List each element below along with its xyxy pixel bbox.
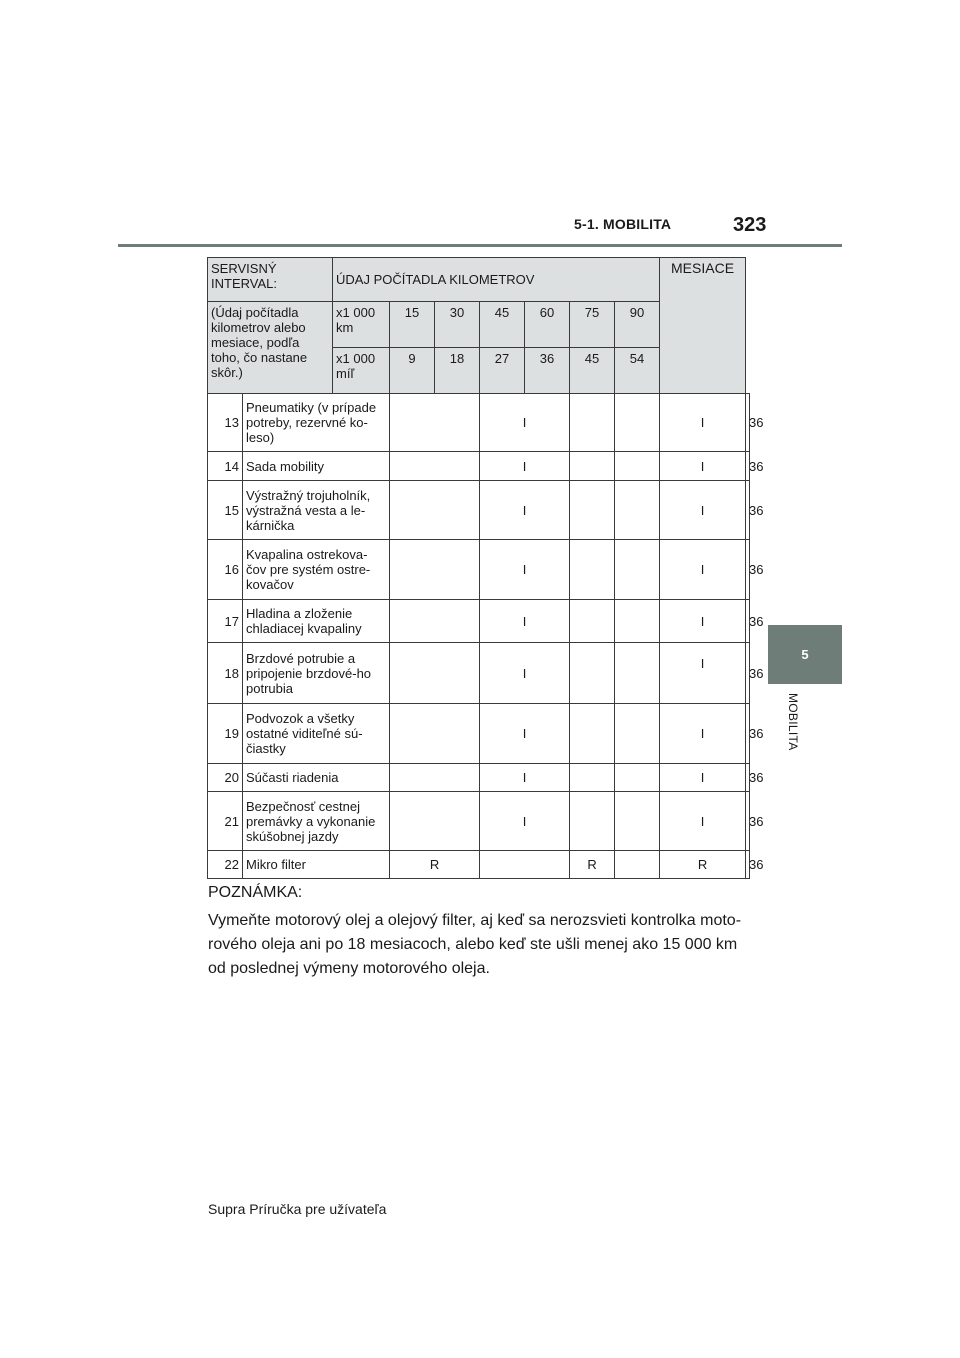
row-number: 20 <box>208 764 243 792</box>
interval-mark <box>570 600 615 643</box>
interval-mark <box>390 704 480 764</box>
interval-mark <box>615 481 660 540</box>
table-row <box>208 643 750 704</box>
interval-mark <box>615 540 660 600</box>
service-interval-header: SERVISNÝ INTERVAL: <box>208 258 333 302</box>
table-row <box>208 481 750 540</box>
page-number: 323 <box>733 214 767 236</box>
footer-manual-title: Supra Príručka pre užívateľa <box>208 1201 387 1217</box>
mi-unit-header: x1 000 míľ <box>333 348 390 394</box>
mi-value: 36 <box>525 348 570 394</box>
row-months: 36 <box>746 764 750 792</box>
table-row <box>208 394 750 452</box>
row-months: 36 <box>746 851 750 879</box>
row-item: Výstražný trojuholník, výstražná vesta a le-kárnička <box>243 481 390 540</box>
interval-mark: R <box>570 851 615 879</box>
interval-mark: I <box>480 540 570 600</box>
interval-mark: I <box>480 452 570 481</box>
row-item: Bezpečnosť cestnej premávky a vykonanie skúšobnej jazdy <box>243 792 390 851</box>
interval-mark <box>390 600 480 643</box>
interval-mark <box>390 481 480 540</box>
interval-mark: I <box>660 452 746 481</box>
row-number: 17 <box>208 600 243 643</box>
note-title: POZNÁMKA: <box>208 884 303 901</box>
row-item: Sada mobility <box>243 452 390 481</box>
interval-mark <box>570 452 615 481</box>
interval-mark: I <box>480 792 570 851</box>
odometer-header: ÚDAJ POČÍTADLA KILOMETROV <box>333 258 660 302</box>
row-months: 36 <box>746 792 750 851</box>
row-item: Súčasti riadenia <box>243 764 390 792</box>
interval-mark <box>390 452 480 481</box>
row-item: Brzdové potrubie a pripojenie brzdové-ho potrubia <box>243 643 390 704</box>
interval-mark <box>570 394 615 452</box>
interval-mark <box>615 792 660 851</box>
interval-mark: I <box>480 600 570 643</box>
row-months: 36 <box>746 600 750 643</box>
km-value: 60 <box>525 302 570 348</box>
interval-mark: I <box>480 704 570 764</box>
interval-mark: R <box>660 851 746 879</box>
interval-mark: I <box>480 643 570 704</box>
row-months: 36 <box>746 704 750 764</box>
interval-mark <box>615 704 660 764</box>
mi-value: 9 <box>390 348 435 394</box>
interval-mark <box>615 452 660 481</box>
interval-mark <box>570 704 615 764</box>
interval-note-header: (Údaj počítadla kilometrov alebo mesiace, podľa toho, čo nastane skôr.) <box>208 302 333 394</box>
row-number: 15 <box>208 481 243 540</box>
interval-mark: I <box>480 481 570 540</box>
km-value: 75 <box>570 302 615 348</box>
row-number: 13 <box>208 394 243 452</box>
interval-mark <box>390 792 480 851</box>
km-unit-header: x1 000 km <box>333 302 390 348</box>
interval-mark: I <box>660 600 746 643</box>
row-item: Kvapalina ostrekova-čov pre systém ostre-kovačov <box>243 540 390 600</box>
maintenance-table <box>207 257 764 879</box>
km-value: 15 <box>390 302 435 348</box>
row-months: 36 <box>746 452 750 481</box>
interval-mark <box>570 643 615 704</box>
interval-mark: I <box>480 764 570 792</box>
interval-mark <box>570 481 615 540</box>
row-months: 36 <box>746 394 750 452</box>
row-months: 36 <box>746 643 750 704</box>
header-divider <box>118 244 842 247</box>
interval-mark: I <box>660 704 746 764</box>
table-header-row <box>208 258 750 302</box>
chapter-side-label-text: MOBILITA <box>786 693 800 751</box>
table-row <box>208 851 750 879</box>
interval-mark: I <box>480 394 570 452</box>
mi-value: 45 <box>570 348 615 394</box>
interval-mark <box>390 394 480 452</box>
km-value: 45 <box>480 302 525 348</box>
interval-mark: I <box>660 394 746 452</box>
note-text: Vymeňte motorový olej a olejový filter, aj keď sa nerozsvieti kontrolka moto-rového oleja ani po 18 mesiacoch, alebo keď ste ušli menej ako 15 000 km od poslednej výmeny motorového oleja. <box>208 912 742 977</box>
section-title: 5-1. MOBILITA <box>574 216 672 232</box>
table-row <box>208 792 750 851</box>
row-item: Hladina a zloženie chladiacej kvapaliny <box>243 600 390 643</box>
table-row <box>208 600 750 643</box>
interval-mark <box>615 851 660 879</box>
table-row <box>208 704 750 764</box>
interval-mark: I <box>660 481 746 540</box>
table-row <box>208 452 750 481</box>
interval-mark: I <box>660 540 746 600</box>
interval-mark <box>660 643 746 704</box>
interval-mark <box>570 792 615 851</box>
interval-mark <box>615 643 660 704</box>
interval-mark <box>390 540 480 600</box>
mi-value: 27 <box>480 348 525 394</box>
interval-mark <box>615 394 660 452</box>
table-row <box>208 540 750 600</box>
row-number: 16 <box>208 540 243 600</box>
row-number: 21 <box>208 792 243 851</box>
interval-mark <box>480 851 570 879</box>
row-months: 36 <box>746 481 750 540</box>
row-months: 36 <box>746 540 750 600</box>
km-value: 30 <box>435 302 480 348</box>
mi-value: 54 <box>615 348 660 394</box>
row-item: Mikro filter <box>243 851 390 879</box>
interval-mark <box>390 764 480 792</box>
row-number: 19 <box>208 704 243 764</box>
interval-mark: R <box>390 851 480 879</box>
interval-mark-text: I <box>700 655 705 671</box>
row-number: 18 <box>208 643 243 704</box>
table-row <box>208 764 750 792</box>
row-item: Pneumatiky (v prípade potreby, rezervné ko-leso) <box>243 394 390 452</box>
months-header: MESIACE <box>660 258 746 394</box>
interval-mark <box>615 764 660 792</box>
interval-mark <box>390 643 480 704</box>
row-number: 22 <box>208 851 243 879</box>
interval-mark: I <box>660 764 746 792</box>
chapter-number: 5 <box>801 647 809 662</box>
chapter-side-label <box>786 693 802 773</box>
interval-mark <box>615 600 660 643</box>
interval-mark: I <box>660 792 746 851</box>
row-number: 14 <box>208 452 243 481</box>
row-item: Podvozok a všetky ostatné viditeľné sú-čiastky <box>243 704 390 764</box>
interval-mark <box>570 540 615 600</box>
chapter-tab[interactable] <box>768 625 842 684</box>
interval-mark <box>570 764 615 792</box>
km-value: 90 <box>615 302 660 348</box>
mi-value: 18 <box>435 348 480 394</box>
